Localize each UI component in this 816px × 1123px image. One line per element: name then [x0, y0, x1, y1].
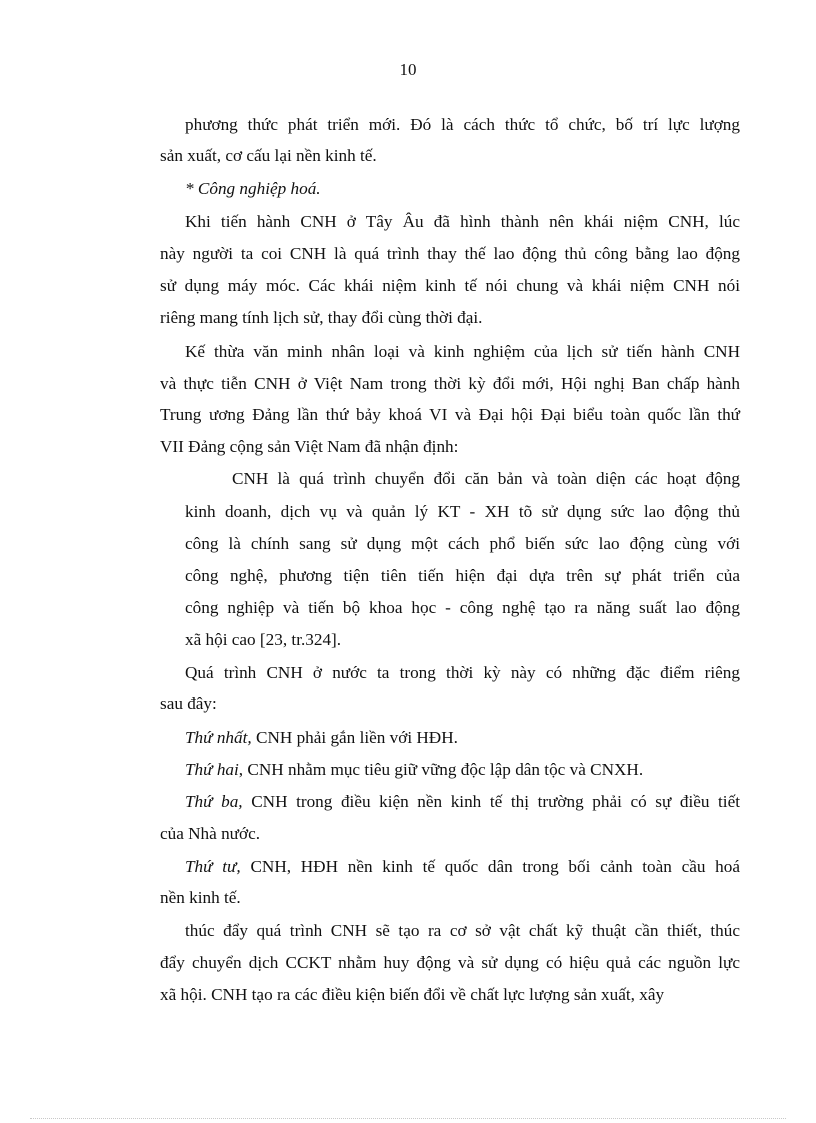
quote-line: công là chính sang sử dụng một cách phổ biến sức lao động cùng với — [185, 534, 740, 553]
page-number: 10 — [399, 60, 417, 79]
text-line: Trung ương Đảng lần thứ bảy khoá VI và Đại hội Đại biểu toàn quốc lần thứ — [160, 405, 740, 424]
list-item-text: , CNH nhằm mục tiêu giữ vững độc lập dân tộc và CNXH. — [238, 760, 644, 779]
page-border — [30, 1118, 786, 1119]
text-line: đẩy chuyển dịch CCKT nhằm huy động và sử dụng có hiệu quả các nguồn lực — [160, 953, 740, 972]
list-item-lead: Thứ ba, — [185, 792, 243, 811]
text-line: thúc đẩy quá trình CNH sẽ tạo ra cơ sở vật chất kỹ thuật cần thiết, thúc — [185, 921, 740, 940]
text-line: phương thức phát triển mới. Đó là cách thức tổ chức, bố trí lực lượng — [185, 115, 740, 134]
list-item-text: CNH, HĐH nền kinh tế quốc dân trong bối cảnh toàn cầu hoá — [240, 857, 740, 876]
quote-line: công nghiệp và tiến bộ khoa học - công nghệ tạo ra năng suất lao động — [185, 598, 740, 617]
text-line: xã hội. CNH tạo ra các điều kiện biến đổi về chất lực lượng sản xuất, xây — [160, 985, 665, 1004]
quote-line: công nghệ, phương tiện tiên tiến hiện đại dựa trên sự phát triển của — [185, 566, 740, 585]
text-line: sản xuất, cơ cấu lại nền kinh tế. — [160, 146, 377, 165]
text-line: sử dụng máy móc. Các khái niệm kinh tế nói chung và khái niệm CNH nói — [160, 276, 740, 295]
text-line: sau đây: — [160, 694, 217, 713]
list-item — [185, 856, 740, 878]
text-line: riêng mang tính lịch sử, thay đổi cùng thời đại. — [160, 308, 483, 327]
list-item-lead: Thứ tư, — [185, 857, 241, 876]
list-item-lead: Thứ nhất, — [185, 728, 252, 747]
list-item-text: CNH trong điều kiện nền kinh tế thị trường phải có sự điều tiết — [242, 792, 740, 811]
list-item-lead: Thứ hai — [185, 760, 239, 779]
list-item — [185, 759, 765, 781]
text-line: nền kinh tế. — [160, 888, 241, 907]
list-item-text: CNH phải gắn liền với HĐH. — [251, 728, 458, 747]
text-line: và thực tiễn CNH ở Việt Nam trong thời kỳ đổi mới, Hội nghị Ban chấp hành — [160, 374, 740, 393]
list-item — [185, 727, 765, 749]
section-heading: * Công nghiệp hoá. — [185, 179, 321, 198]
text-line: Quá trình CNH ở nước ta trong thời kỳ này có những đặc điểm riêng — [185, 663, 740, 682]
quote-line: xã hội cao [23, tr.324]. — [185, 630, 342, 649]
quote-line: CNH là quá trình chuyển đổi căn bản và toàn diện các hoạt động — [232, 469, 740, 488]
text-line: Khi tiến hành CNH ở Tây Âu đã hình thành nên khái niệm CNH, lúc — [185, 212, 740, 231]
text-line: Kế thừa văn minh nhân loại và kinh nghiệm của lịch sử tiến hành CNH — [185, 342, 740, 361]
text-line: của Nhà nước. — [160, 824, 261, 843]
text-line: VII Đảng cộng sản Việt Nam đã nhận định: — [160, 437, 459, 456]
list-item — [185, 791, 740, 813]
text-line: này người ta coi CNH là quá trình thay thế lao động thủ công bằng lao động — [160, 244, 740, 263]
quote-line: kinh doanh, dịch vụ và quản lý KT - XH tõ sử dụng sức lao động thủ — [185, 502, 740, 521]
